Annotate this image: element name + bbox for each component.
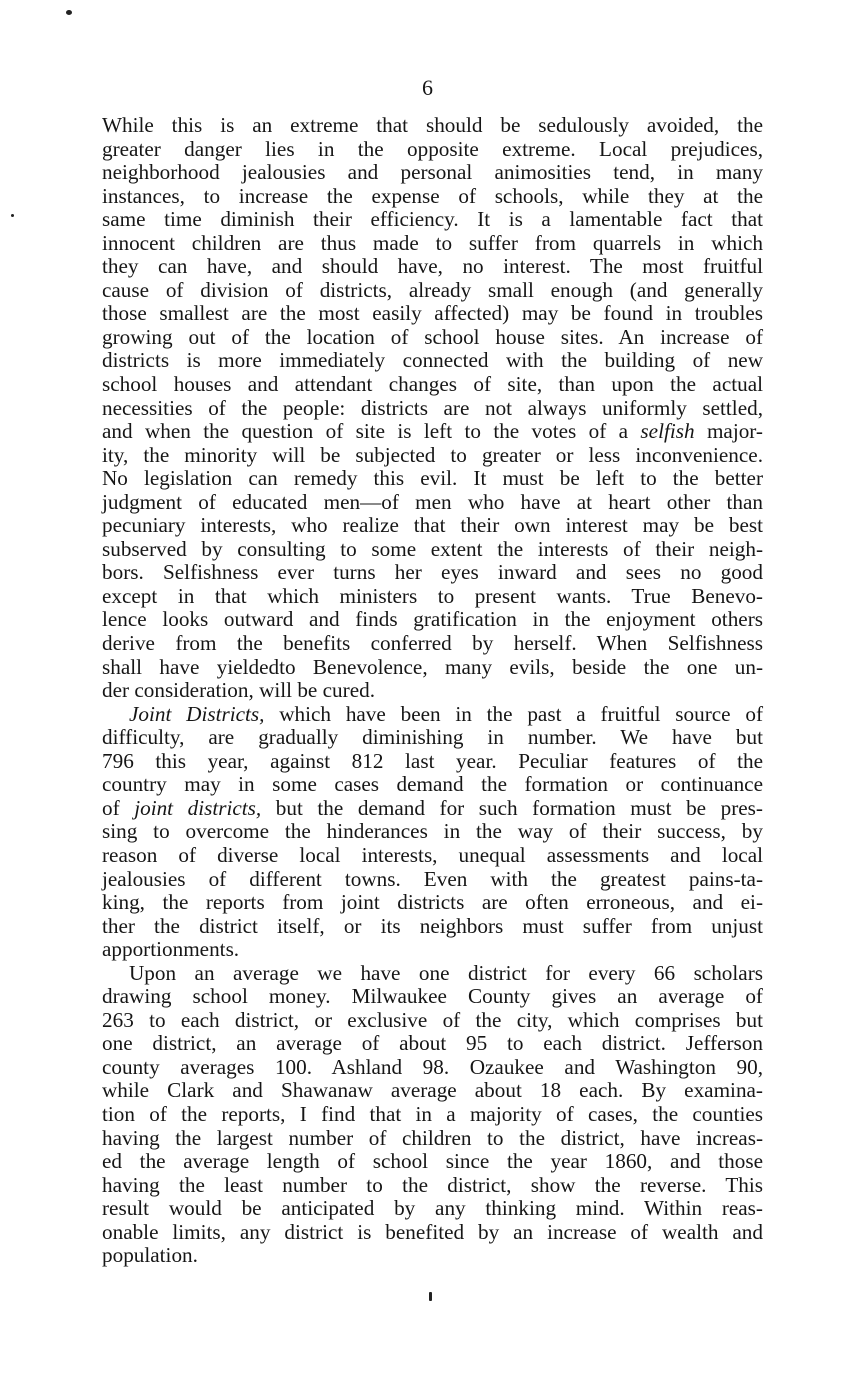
- line-text: major-: [694, 419, 763, 444]
- line-text: having the least number to the district, show the reverse. This: [102, 1172, 763, 1197]
- ink-speck: [429, 1292, 432, 1301]
- line-text: No legislation can remedy this evil. It must be left to the better: [102, 466, 763, 491]
- line-text: same time diminish their efficiency. It is a lamentable fact that: [102, 207, 763, 232]
- text-line: [102, 420, 763, 444]
- text-line: [102, 114, 763, 138]
- text-line: [102, 1032, 763, 1056]
- line-text: onable limits, any district is benefited by an increase of wealth and: [102, 1219, 763, 1244]
- line-text: 263 to each district, or exclusive of the city, which comprises but: [102, 1007, 763, 1032]
- line-text: school houses and attendant changes of site, than upon the actual: [102, 372, 763, 397]
- line-text: derive from the benefits conferred by herself. When Selfishness: [102, 631, 763, 656]
- line-text: and when the question of site is left to the votes of a: [102, 419, 641, 444]
- italic-text: Joint Districts,: [129, 701, 265, 726]
- text-line: [102, 1221, 763, 1245]
- line-text: 796 this year, against 812 last year. Peculiar features of the: [102, 748, 763, 773]
- text-line: [102, 373, 763, 397]
- text-line: [102, 279, 763, 303]
- text-line: [102, 302, 763, 326]
- text-line: [102, 161, 763, 185]
- line-text: necessities of the people: districts are not always uniformly settled,: [102, 395, 763, 420]
- line-text: subserved by consulting to some extent the interests of their neigh-: [102, 536, 763, 561]
- text-line: [102, 1244, 763, 1268]
- text-line: [102, 1056, 763, 1080]
- line-text: greater danger lies in the opposite extreme. Local prejudices,: [102, 136, 763, 161]
- line-text: bors. Selfishness ever turns her eyes inward and sees no good: [102, 560, 763, 585]
- line-text: of: [102, 795, 135, 820]
- line-text: ed the average length of school since the year 1860, and those: [102, 1149, 763, 1174]
- line-text: judgment of educated men—of men who have at heart other than: [102, 489, 763, 514]
- text-line: [102, 962, 763, 986]
- line-text: neighborhood jealousies and personal animosities tend, in many: [102, 160, 763, 185]
- text-line: [102, 1127, 763, 1151]
- text-line: [102, 844, 763, 868]
- line-text: growing out of the location of school house sites. An increase of: [102, 324, 763, 349]
- line-text: difficulty, are gradually diminishing in number. We have but: [102, 725, 763, 750]
- text-line: [102, 1174, 763, 1198]
- line-text: jealousies of different towns. Even with the greatest pains-ta-: [102, 866, 763, 891]
- line-text: except in that which ministers to present wants. True Benevo-: [102, 583, 763, 608]
- text-line: [102, 538, 763, 562]
- text-line: [102, 891, 763, 915]
- line-text: while Clark and Shawanaw average about 18 each. By examina-: [102, 1078, 763, 1103]
- text-line: [102, 703, 763, 727]
- line-text: drawing school money. Milwaukee County gives an average of: [102, 984, 763, 1009]
- text-line: [102, 255, 763, 279]
- line-text: pecuniary interests, who realize that their own interest may be best: [102, 513, 763, 538]
- line-text: While this is an extreme that should be sedulously avoided, the: [102, 113, 763, 137]
- text-line: [102, 514, 763, 538]
- line-text: cause of division of districts, already small enough (and generally: [102, 277, 763, 302]
- line-text: king, the reports from joint districts are often erroneous, and ei-: [102, 890, 763, 915]
- line-text: lence looks outward and finds gratification in the enjoyment others: [102, 607, 763, 632]
- text-line: [102, 185, 763, 209]
- line-text: result would be anticipated by any thinking mind. Within reas-: [102, 1196, 763, 1221]
- line-text: innocent children are thus made to suffer from quarrels in which: [102, 230, 763, 255]
- line-text: population.: [102, 1243, 198, 1268]
- line-text: tion of the reports, I find that in a majority of cases, the counties: [102, 1101, 763, 1126]
- line-text: having the largest number of children to the district, have increas-: [102, 1125, 763, 1150]
- text-line: [102, 397, 763, 421]
- line-text: districts is more immediately connected with the building of new: [102, 348, 763, 373]
- text-line: [102, 868, 763, 892]
- line-text: sing to overcome the hinderances in the way of their success, by: [102, 819, 763, 844]
- text-line: [102, 773, 763, 797]
- line-text: instances, to increase the expense of schools, while they at the: [102, 183, 763, 208]
- text-line: [102, 820, 763, 844]
- line-text: one district, an average of about 95 to each district. Jefferson: [102, 1031, 763, 1056]
- line-text: but the demand for such formation must be pres-: [261, 795, 763, 820]
- line-text: ther the district itself, or its neighbors must suffer from unjust: [102, 913, 763, 938]
- text-line: [102, 491, 763, 515]
- line-text: those smallest are the most easily affected) may be found in troubles: [102, 301, 763, 326]
- line-text: Upon an average we have one district for every 66 scholars: [129, 960, 763, 985]
- italic-text: selfish: [640, 419, 695, 444]
- line-text: shall have yieldedto Benevolence, many evils, beside the one un-: [102, 654, 763, 679]
- text-line: [102, 1103, 763, 1127]
- line-text: country may in some cases demand the formation or continuance: [102, 772, 763, 797]
- body-text: [102, 114, 763, 1268]
- text-line: [102, 915, 763, 939]
- text-line: [102, 1079, 763, 1103]
- line-text: county averages 100. Ashland 98. Ozaukee and Washington 90,: [102, 1054, 763, 1079]
- text-line: [102, 608, 763, 632]
- ink-speck: [11, 214, 14, 217]
- line-text: reason of diverse local interests, unequal assessments and local: [102, 842, 763, 867]
- line-text: apportionments.: [102, 937, 240, 962]
- text-line: [102, 349, 763, 373]
- text-line: [102, 797, 763, 821]
- text-line: [102, 726, 763, 750]
- text-line: [102, 467, 763, 491]
- text-line: [102, 561, 763, 585]
- text-line: [102, 1197, 763, 1221]
- ink-speck: [66, 10, 72, 15]
- text-line: [102, 1150, 763, 1174]
- text-line: [102, 656, 763, 680]
- page-number: 6: [422, 75, 433, 100]
- text-line: [102, 632, 763, 656]
- text-line: [102, 938, 763, 962]
- text-line: [102, 208, 763, 232]
- italic-text: joint districts,: [134, 795, 262, 820]
- line-text: der consideration, will be cured.: [102, 678, 375, 703]
- line-text: which have been in the past a fruitful source of: [264, 701, 763, 726]
- line-text: they can have, and should have, no interest. The most fruitful: [102, 254, 763, 279]
- text-line: [102, 750, 763, 774]
- text-line: [102, 444, 763, 468]
- text-line: [102, 326, 763, 350]
- text-line: [102, 985, 763, 1009]
- line-text: ity, the minority will be subjected to greater or less inconvenience.: [102, 442, 763, 467]
- text-line: [102, 1009, 763, 1033]
- text-line: [102, 585, 763, 609]
- text-line: [102, 138, 763, 162]
- text-line: [102, 232, 763, 256]
- text-line: [102, 679, 763, 703]
